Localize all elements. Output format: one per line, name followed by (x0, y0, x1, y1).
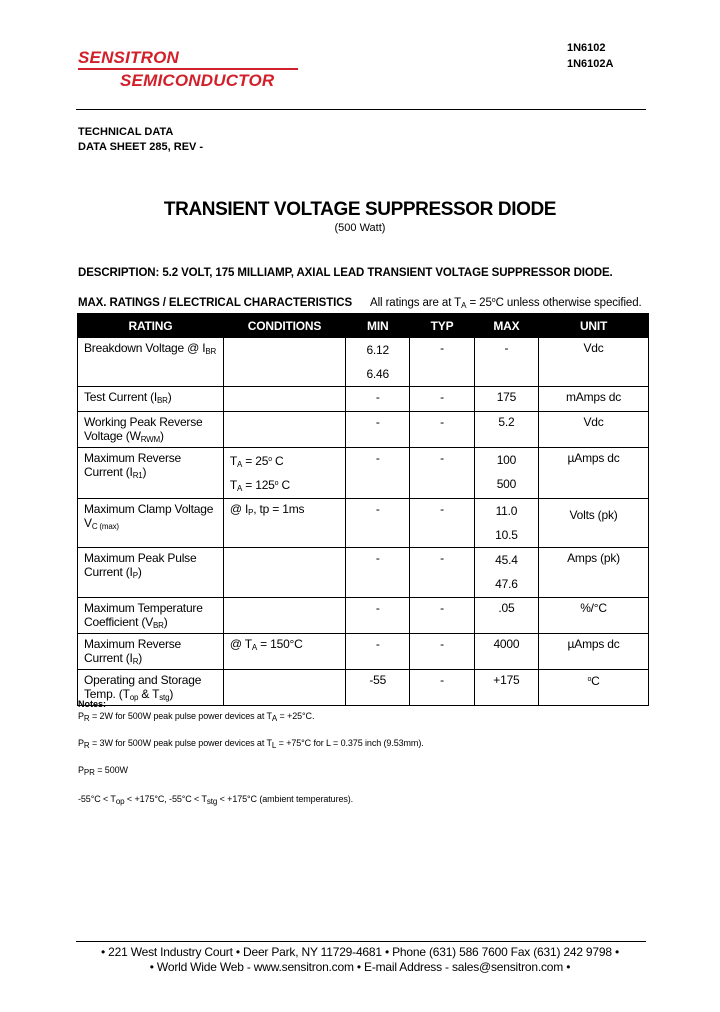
min-cell: - (346, 499, 410, 548)
min-cell: - (346, 634, 410, 670)
table-row (78, 448, 649, 499)
footer-address: • 221 West Industry Court • Deer Park, NY 11729-4681 • Phone (631) 586 7600 Fax (631) 242 9798 • (101, 945, 619, 959)
technical-data-label: TECHNICAL DATA (78, 126, 174, 138)
rating-cell: Maximum Clamp Voltage $V_{C (max)}$ (78, 499, 224, 548)
table-row (78, 338, 649, 387)
min-cell: - (346, 448, 410, 499)
min-cell: - (346, 387, 410, 412)
header-conditions: CONDITIONS (223, 314, 345, 338)
typ-cell: - (410, 499, 474, 548)
unit-cell: $^o$C (539, 670, 649, 706)
min-cell: 6.12 6.46 (346, 338, 410, 387)
unit-cell: Amps (pk) (539, 548, 649, 598)
max-cell: 45.4 47.6 (474, 548, 538, 598)
description: DESCRIPTION: 5.2 VOLT, 175 MILLIAMP, AXIAL LEAD TRANSIENT VOLTAGE SUPPRESSOR DIODE. (78, 267, 613, 279)
max-cell: - (474, 338, 538, 387)
header-unit: UNIT (539, 314, 649, 338)
unit-cell: Volts (pk) (539, 499, 649, 548)
typ-cell: - (410, 598, 474, 634)
rating-cell: Maximum Temperature Coefficient $(V_{BR})$ (78, 598, 224, 634)
unit-cell: Vdc (539, 412, 649, 448)
conditions-cell (223, 548, 345, 598)
ratings-table (77, 313, 649, 706)
table-header-row (78, 314, 649, 338)
unit-cell: Vdc (539, 338, 649, 387)
rating-cell: Maximum Reverse Current $(I_{R1})$ (78, 448, 224, 499)
max-cell: .05 (474, 598, 538, 634)
header-rating: RATING (78, 314, 224, 338)
conditions-cell (223, 670, 345, 706)
header-min: MIN (346, 314, 410, 338)
table-row (78, 598, 649, 634)
conditions-cell (223, 598, 345, 634)
max-cell: 175 (474, 387, 538, 412)
part-number-1: 1N6102 (567, 42, 606, 54)
typ-cell: - (410, 448, 474, 499)
unit-cell: µAmps dc (539, 448, 649, 499)
data-sheet-label: DATA SHEET 285, REV - (78, 141, 204, 153)
conditions-cell (223, 387, 345, 412)
note-2: $P_R = 3W$ for 500W peak pulse power devices at $T_L = +75^\circ C$ for L = 0.375 inch (9.53mm). (78, 738, 424, 750)
header-max: MAX (474, 314, 538, 338)
note-3: $P_{PR} = 500W$ (78, 765, 128, 777)
typ-cell: - (410, 338, 474, 387)
typ-cell: - (410, 548, 474, 598)
rating-cell: Maximum Reverse Current $(I_R)$ (78, 634, 224, 670)
table-row (78, 548, 649, 598)
notes-title: Notes: (78, 699, 107, 709)
unit-cell: mAmps dc (539, 387, 649, 412)
note-1: $P_R = 2W$ for 500W peak pulse power devices at $T_A = +25^\circ C$. (78, 711, 315, 723)
table-row (78, 412, 649, 448)
max-cell: 4000 (474, 634, 538, 670)
rating-cell: Breakdown Voltage @ $I_{BR}$ (78, 338, 224, 387)
footer-contact: • World Wide Web - www.sensitron.com • E-mail Address - sales@sensitron.com • (149, 960, 571, 974)
min-cell: - (346, 412, 410, 448)
part-number-2: 1N6102A (567, 58, 614, 70)
rating-cell: Maximum Peak Pulse Current $(I_P)$ (78, 548, 224, 598)
conditions-cell: @ $I_P$, tp = 1ms (223, 499, 345, 548)
max-cell: 100 500 (474, 448, 538, 499)
page-subtitle: (500 Watt) (334, 222, 386, 234)
note-4: $-55^\circ C < T_{op} < +175^\circ C$, $-55^\circ C < T_{stg} < +175^\circ C$ (ambient temperatures). (78, 794, 354, 806)
typ-cell: - (410, 634, 474, 670)
header-divider (76, 109, 646, 110)
ratings-heading: MAX. RATINGS / ELECTRICAL CHARACTERISTICS (78, 297, 353, 309)
rating-cell: Test Current $(I_{BR})$ (78, 387, 224, 412)
table-row (78, 670, 649, 706)
conditions-cell (223, 412, 345, 448)
min-cell: - (346, 548, 410, 598)
conditions-cell: @ $T_A = 150^\circ C$ (223, 634, 345, 670)
unit-cell: %/°C (539, 598, 649, 634)
page-title: TRANSIENT VOLTAGE SUPPRESSOR DIODE (163, 199, 557, 220)
typ-cell: - (410, 412, 474, 448)
footer-divider (76, 941, 646, 942)
logo-rule (78, 68, 298, 70)
part-numbers (567, 40, 613, 72)
min-cell: -55 (346, 670, 410, 706)
conditions-cell (223, 338, 345, 387)
rating-cell: Working Peak Reverse Voltage $(W_{RWM})$ (78, 412, 224, 448)
ratings-note: All ratings are at $T_A = 25^oC$ unless otherwise specified. (370, 297, 642, 310)
table-row (78, 499, 649, 548)
typ-cell: - (410, 670, 474, 706)
logo-semiconductor: SEMICONDUCTOR (120, 71, 275, 90)
typ-cell: - (410, 387, 474, 412)
max-cell: +175 (474, 670, 538, 706)
table-row (78, 634, 649, 670)
logo-sensitron: SENSITRON (78, 48, 179, 67)
max-cell: 5.2 (474, 412, 538, 448)
header-typ: TYP (410, 314, 474, 338)
max-cell: 11.0 10.5 (474, 499, 538, 548)
document-info (78, 125, 203, 155)
table-row (78, 387, 649, 412)
conditions-cell: $T_A = 25^o$ C $T_A = 125^o$ C (223, 448, 345, 499)
min-cell: - (346, 598, 410, 634)
unit-cell: µAmps dc (539, 634, 649, 670)
rating-cell: Operating and Storage Temp. ($T_{op}$ & $T_{stg}$) (78, 670, 224, 706)
